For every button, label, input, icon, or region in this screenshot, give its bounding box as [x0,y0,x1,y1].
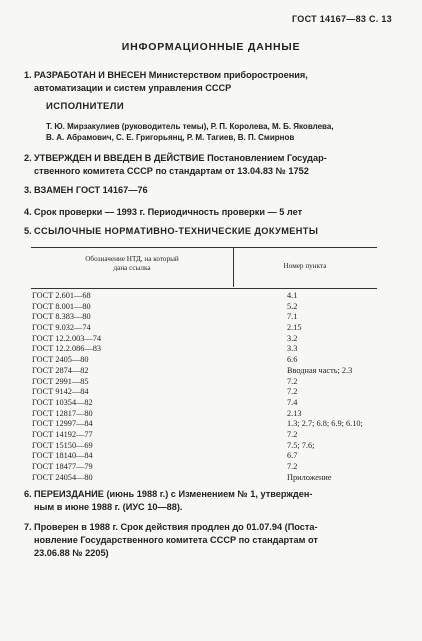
table-row-document: ГОСТ 18477—79 [32,462,93,471]
item-2-line-2: ственного комитета СССР по стандартам от 13.04.83 № 1752 [34,166,309,176]
table-row-item-number: 2.15 [287,323,302,333]
performers-line-2: В. А. Абрамович, С. Е. Григорьянц, Р. М. Тагиев, В. П. Смирнов [46,133,295,142]
item-1-line-2: автоматизации и систем управления СССР [34,83,232,93]
item-7-line-2: новление Государственного комитета СССР по стандартам от [34,535,318,545]
table-row-item-number: 7.4 [287,397,298,407]
item-6-line-1: ПЕРЕИЗДАНИЕ (июнь 1988 г.) с Изменением № 1, утвержден- [34,489,313,499]
table-row-item-number: 4.1 [287,291,298,300]
item-4-line: Срок проверки — 1993 г. Периодичность проверки — 5 лет [34,207,303,217]
page-title: ИНФОРМАЦИОННЫЕ ДАННЫЕ [121,41,301,53]
item-2-line-1: УТВЕРЖДЕН И ВВЕДЕН В ДЕЙСТВИЕ Постановлением Государ- [34,153,327,163]
table-row-item-number: 6.6 [287,355,298,365]
table-row-item-number: 7.1 [287,312,298,322]
item-5 [24,225,394,238]
table-row-item-number: 1.3; 2.7; 6.8; 6.9; 6.10; [287,419,363,429]
table-row-document: ГОСТ 9.032—74 [32,323,91,333]
table-header-document-line-2: дана ссылка [113,264,151,272]
item-5-number: 5. [24,226,32,236]
table-header-document-line-1: Обозначение НТД, на который [85,255,179,263]
table-row-document: ГОСТ 12.2.086—83 [32,344,101,354]
table-row-document: ГОСТ 10354—82 [32,397,93,407]
table-column-item-numbers [287,291,363,483]
table-row-item-number: Вводная часть; 2.3 [287,365,353,375]
table-row-document: ГОСТ 2874—82 [32,365,89,375]
item-2 [24,152,394,178]
table-row-item-number: 7.2 [287,462,298,471]
table-row-document: ГОСТ 2.601—68 [32,291,91,300]
item-3-line: ВЗАМЕН ГОСТ 14167—76 [34,185,148,195]
table-row-item-number: Приложение [287,472,332,482]
table-header-item-number: Номер пункта [283,262,327,270]
table-row-document: ГОСТ 12817—80 [32,408,93,418]
table-row-document: ГОСТ 14192—77 [32,429,93,439]
table-row-item-number: 3.3 [287,344,298,354]
table-row-item-number: 7.2 [287,429,298,439]
table-row-document: ГОСТ 15150—69 [32,440,93,450]
table-row-document: ГОСТ 8.383—80 [32,312,91,322]
item-1-number: 1. [24,70,32,80]
item-7-line-1: Проверен в 1988 г. Срок действия продлен до 01.07.94 (Поста- [34,522,318,532]
item-4 [24,206,394,219]
performers-line-1: Т. Ю. Мирзакулиев (руководитель темы), Р. П. Королева, М. Б. Яковлева, [46,122,334,131]
item-5-line: ССЫЛОЧНЫЕ НОРМАТИВНО-ТЕХНИЧЕСКИЕ ДОКУМЕНТЫ [34,226,319,236]
item-7-line-3: 23.06.88 № 2205) [34,548,109,558]
item-1 [24,69,394,95]
item-3-number: 3. [24,185,32,195]
table-row-item-number: 7.2 [287,376,298,386]
item-6-number: 6. [24,489,32,499]
table-row-item-number: 2.13 [287,408,302,418]
table-header-document [31,255,233,273]
table-row-document: ГОСТ 2405—80 [32,355,89,365]
table-row-item-number: 7.5; 7.6; [287,440,315,450]
table-row-item-number: 6.7 [287,451,298,461]
table-row-document: ГОСТ 18140—84 [32,451,93,461]
performers-heading: ИСПОЛНИТЕЛИ [46,101,125,112]
table-row-item-number: 7.2 [287,387,298,397]
page-header: ГОСТ 14167—83 С. 13 [291,14,392,24]
table-row-document: ГОСТ 12997—84 [32,419,93,429]
table-row-document: ГОСТ 8.001—80 [32,301,91,311]
performers-list [46,121,394,143]
table-row-document: ГОСТ 9142—84 [32,387,89,397]
item-2-number: 2. [24,153,32,163]
table-row-item-number: 3.2 [287,333,298,343]
item-1-line-1: РАЗРАБОТАН И ВНЕСЕН Министерством приборостроения, [34,70,308,80]
item-6-line-2: ным в июне 1988 г. (ИУС 10—88). [34,502,183,512]
table-row-item-number: 5.2 [287,301,298,311]
table-row-document: ГОСТ 2991—85 [32,376,89,386]
item-7 [24,521,394,560]
item-7-number: 7. [24,522,32,532]
item-6 [24,488,394,514]
item-4-number: 4. [24,207,32,217]
table-column-documents [32,291,101,483]
table-row-document: ГОСТ 24054—80 [32,472,93,482]
item-3 [24,184,394,197]
table-row-document: ГОСТ 12.2.003—74 [32,333,101,343]
